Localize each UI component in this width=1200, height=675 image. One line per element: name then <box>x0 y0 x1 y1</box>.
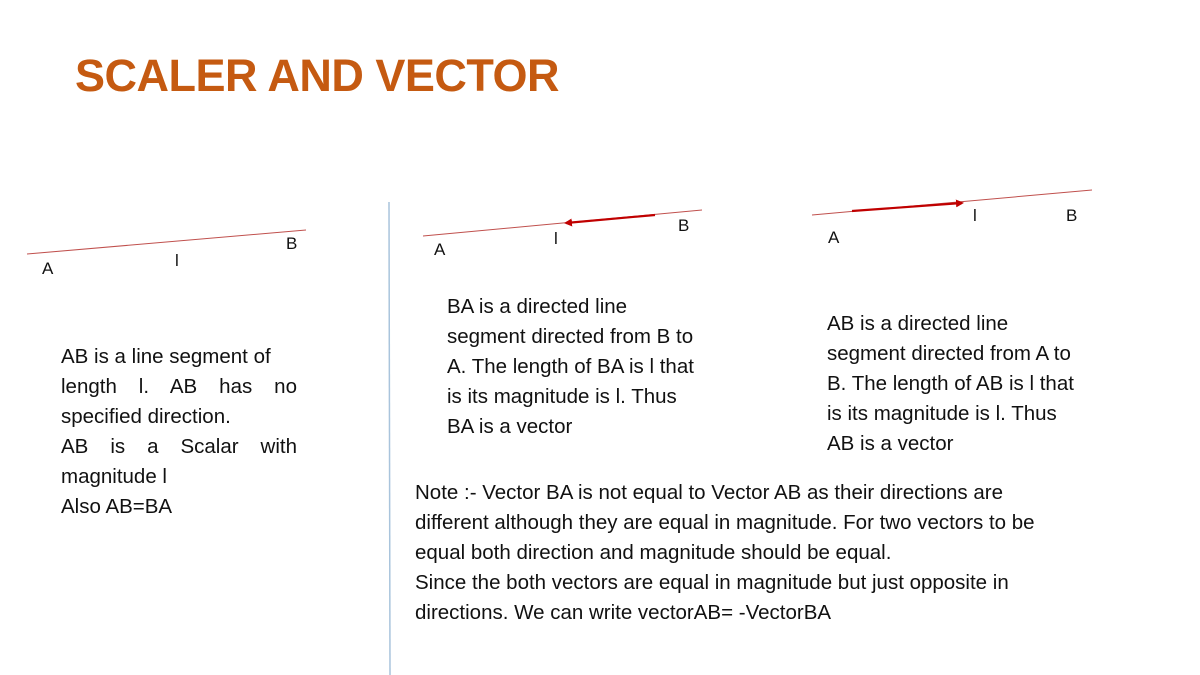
segment-line-2 <box>423 210 702 236</box>
text-line: AB is a directed line <box>827 312 1009 335</box>
diagram3-label-a: A <box>828 228 840 247</box>
scalar-explanation <box>61 342 297 522</box>
text-line: is its magnitude is l. Thus <box>827 402 1057 425</box>
text-line: is its magnitude is l. Thus <box>447 385 677 408</box>
vector-arrow-ba <box>566 215 655 223</box>
text-line: BA is a vector <box>447 415 573 438</box>
note-paragraph <box>415 478 1175 628</box>
text-line: B. The length of AB is l that <box>827 372 1074 395</box>
diagram3-label-b: B <box>1066 206 1078 225</box>
text-line: segment directed from A to <box>827 342 1071 365</box>
vector-arrow-ab <box>852 203 962 211</box>
vector-ab-explanation <box>827 309 1127 459</box>
text-line: equal both direction and magnitude should be equal. <box>415 541 892 564</box>
slide-title: SCALER AND VECTOR <box>75 50 560 101</box>
text-line: specified direction. <box>61 405 231 428</box>
diagram1-label-b: B <box>286 234 298 253</box>
text-line: AB is a Scalar with <box>61 435 297 458</box>
text-line: Also AB=BA <box>61 495 173 518</box>
vector-ba-explanation <box>447 292 747 442</box>
diagram3-label-l: l <box>973 206 977 225</box>
text-line: magnitude l <box>61 465 167 488</box>
text-line: A. The length of BA is l that <box>447 355 694 378</box>
diagram2-label-a: A <box>434 240 446 259</box>
text-line: AB is a vector <box>827 432 954 455</box>
text-line: BA is a directed line <box>447 295 628 318</box>
text-line: AB is a line segment of <box>61 345 271 368</box>
text-line: different although they are equal in magnitude. For two vectors to be <box>415 511 1035 534</box>
text-line: directions. We can write vectorAB= -VectorBA <box>415 601 832 624</box>
column-divider <box>389 202 390 675</box>
text-line: Since the both vectors are equal in magnitude but just opposite in <box>415 571 1009 594</box>
diagram2-label-b: B <box>678 216 690 235</box>
diagram2-label-l: l <box>554 229 558 248</box>
text-line: segment directed from B to <box>447 325 694 348</box>
diagram1-label-a: A <box>42 259 54 278</box>
segment-line-1 <box>27 230 306 254</box>
text-line: length l. AB has no <box>61 375 297 398</box>
diagram1-label-l: l <box>175 251 179 270</box>
text-line: Note :- Vector BA is not equal to Vector AB as their directions are <box>415 481 1003 504</box>
